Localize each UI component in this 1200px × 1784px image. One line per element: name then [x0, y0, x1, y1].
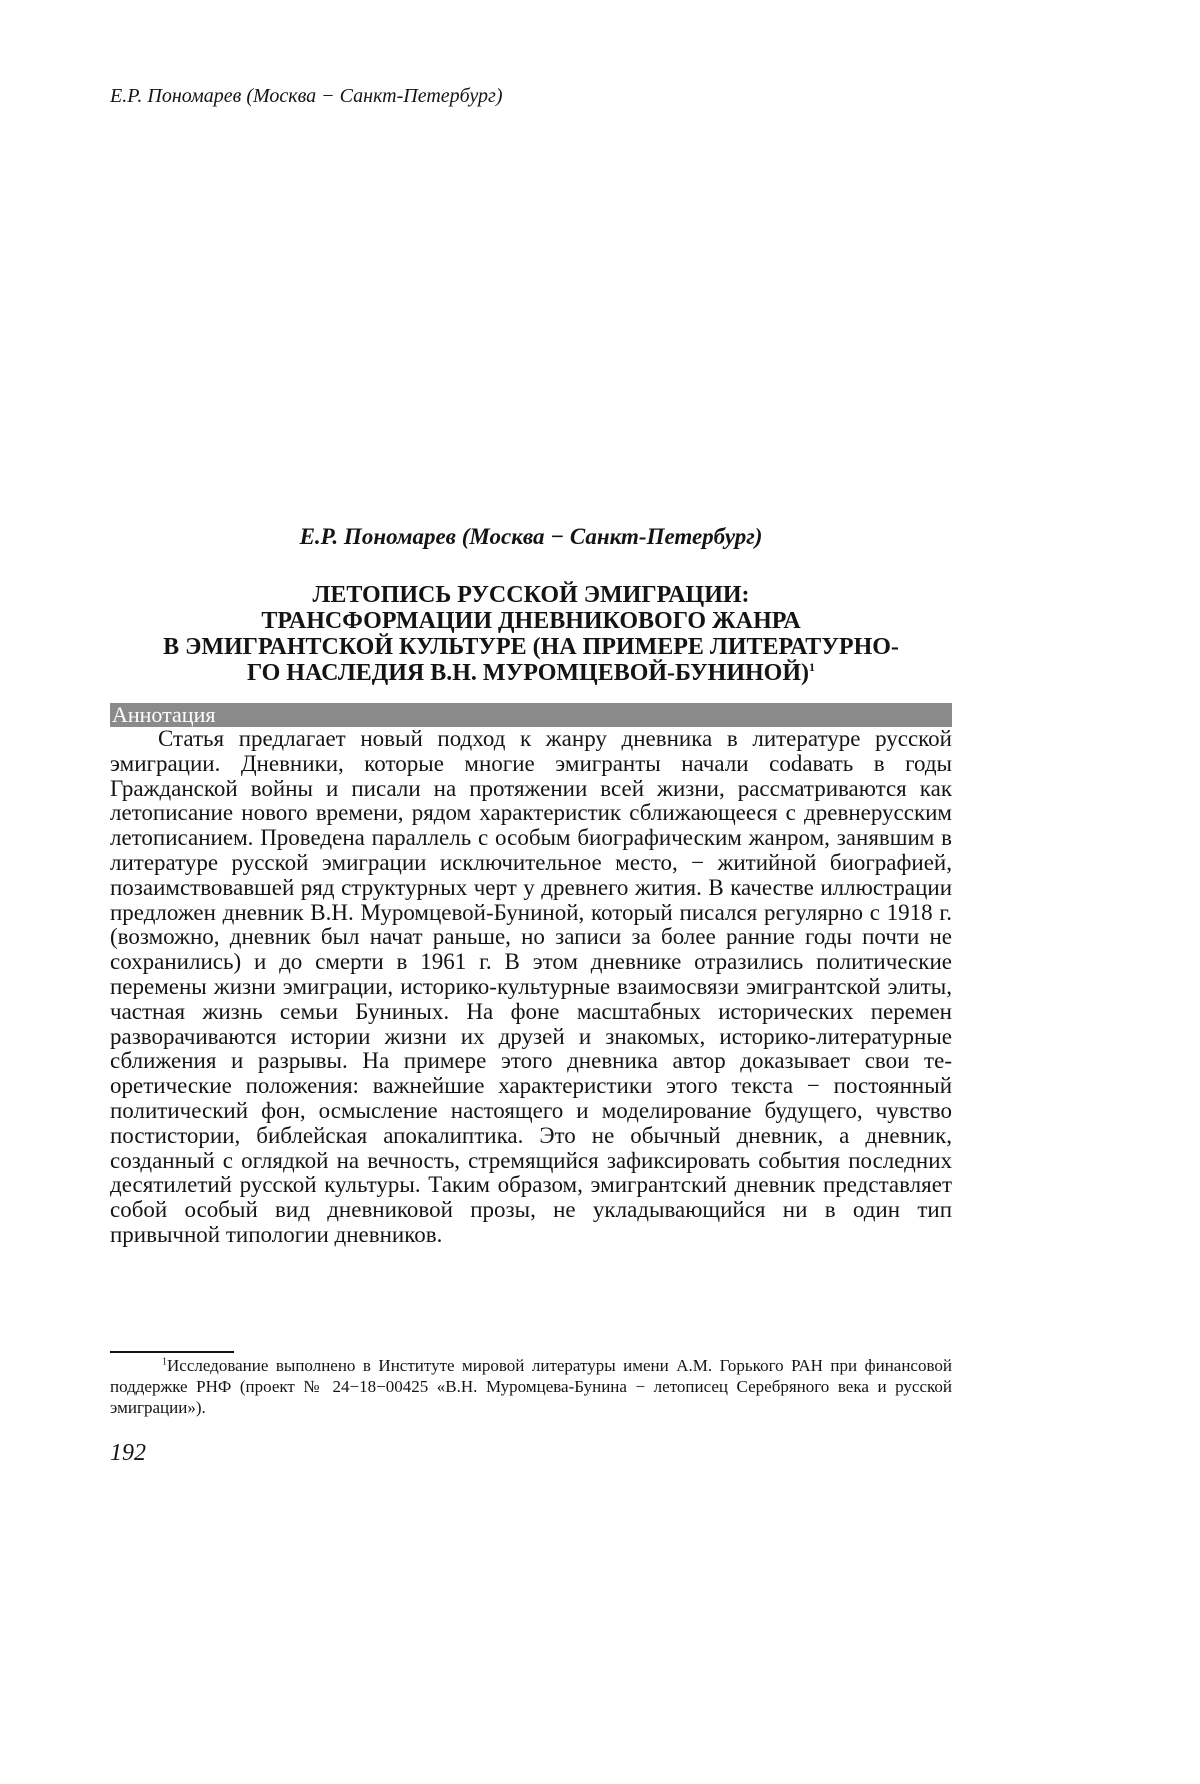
- page-number: 192: [110, 1438, 146, 1468]
- footnote-text: Исследование выполнено в Институте мировой литературы имени А.М. Горького РАН при финансовой поддержке РНФ (проект № 24−18−00425 «В.Н. Муромцева-Буни­на − летописец Серебряного века и русской эмиграции»).: [110, 1356, 952, 1417]
- footnote-mark: 1: [162, 1356, 167, 1367]
- abstract-heading: Аннотация: [110, 703, 952, 727]
- title-line: [110, 660, 952, 686]
- author-byline: Е.Р. Пономарев (Москва − Санкт-Петербург): [110, 522, 952, 552]
- abstract-text: Статья предлагает новый подход к жанру дневника в литературе русской эмиграции. Дневники, которые многие эмигранты начали со­dавать в годы Гражданской войны и писали на протяжении всей жизни, рассматриваются как летописание нового времени, рядом характеристик сближающееся с древнерусским летописанием. Проведена параллель с особым биографическим жанром, занявшим в литературе русской эми­грации исключительное место, − житийной биографией, позаимствовав­шей ряд структурных черт у древнего жития. В качестве иллюстрации предложен дневник В.Н. Муромцевой-Буниной, который писался ре­гулярно с 1918 г. (возможно, дневник был начат раньше, но записи за более ранние годы почти не сохранились) и до смерти в 1961 г. В этом дневнике отразились политические перемены жизни эмиграции, истори­ко-культурные взаимосвязи эмигрантской элиты, частная жизнь семьи Буниных. На фоне масштабных исторических перемен разворачиваются истории жизни их друзей и знакомых, историко-литературные сближе­ния и разрывы. На примере этого дневника автор доказывает свои те­оретические положения: важнейшие характеристики этого текста − по­стоянный политический фон, осмысление настоящего и моделирование будущего, чувство постистории, библейская апокалиптика. Это не обыч­ный дневник, а дневник, созданный с оглядкой на вечность, стремящий­ся зафиксировать события последних десятилетий русской культуры. Таким образом, эмигрантский дневник представляет собой особый вид дневниковой прозы, не укладывающийся ни в один тип привычной ти­пологии дневников.: [110, 727, 952, 1248]
- abstract-heading-bar: [110, 703, 952, 727]
- footnote-divider: [110, 1351, 234, 1353]
- article-title: [110, 582, 952, 686]
- title-line: В ЭМИГРАНТСКОЙ КУЛЬТУРЕ (НА ПРИМЕРЕ ЛИТЕРАТУРНО-: [110, 634, 952, 660]
- article-header: [110, 522, 952, 686]
- title-line: ТРАНСФОРМАЦИИ ДНЕВНИКОВОГО ЖАНРА: [110, 608, 952, 634]
- title-line-text: ГО НАСЛЕДИЯ В.Н. МУРОМЦЕВОЙ-БУНИНОЙ): [247, 660, 809, 686]
- title-line: ЛЕТОПИСЬ РУССКОЙ ЭМИГРАЦИИ:: [110, 582, 952, 608]
- footnote: [110, 1355, 952, 1418]
- running-head: Е.Р. Пономарев (Москва − Санкт-Петербург): [110, 84, 503, 108]
- title-footnote-mark: 1: [809, 660, 815, 674]
